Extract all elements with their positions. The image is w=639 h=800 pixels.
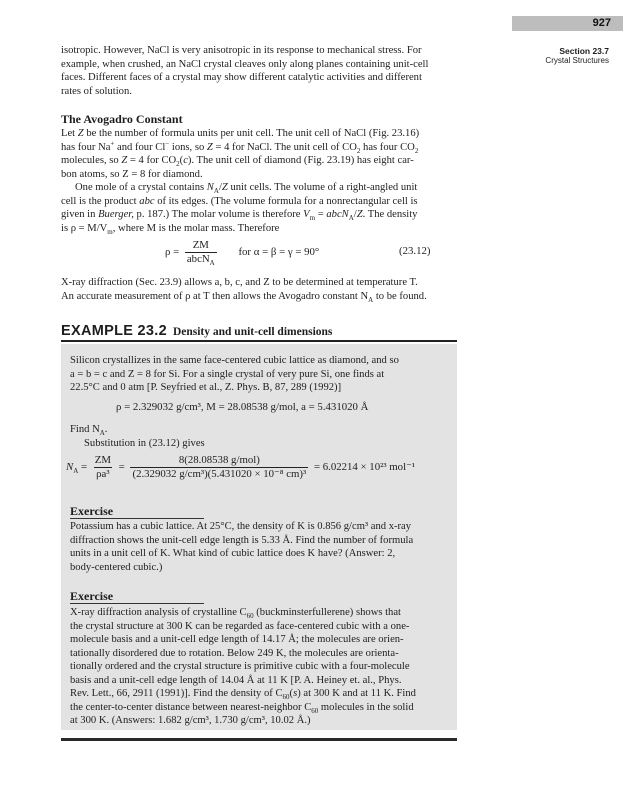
calc-fraction-1-den: ρa³: [96, 468, 110, 480]
exercise-2-heading: Exercise: [70, 589, 114, 603]
text-line: tationally disordered due to rotation. Below 249 K, the molecules are orienta-: [70, 647, 399, 659]
section-heading: The Avogadro Constant: [61, 112, 183, 126]
calc-equals: =: [118, 460, 125, 473]
example-values: ρ = 2.329032 g/cm³, M = 28.08538 g/mol, a = 5.431020 Å: [116, 401, 369, 413]
text-line: example, when crushed, an NaCl crystal cleaves only along planes containing unit-cell: [61, 58, 429, 70]
text-line: Potassium has a cubic lattice. At 25°C, the density of K is 0.856 g/cm³ and x-ray: [70, 521, 412, 532]
example-body: [70, 354, 446, 395]
text-line: X-ray diffraction (Sec. 23.9) allows a, b, c, and Z to be determined at temperature T.: [61, 277, 418, 288]
exercise-1-rule: [70, 518, 204, 519]
text-line: the center-to-center distance between nearest-neighbor $C_{60}$ molecules in the solid: [70, 701, 414, 715]
example-label: EXAMPLE 23.2: [61, 323, 167, 339]
avogadro-paragraph: [61, 127, 457, 235]
equation-condition: for α = β = γ = 90°: [238, 245, 320, 258]
after-equation-paragraph: [61, 276, 457, 303]
calc-fraction-2-den: (2.329032 g/cm³)(5.431020 × 10⁻⁸ cm)³: [132, 468, 307, 480]
section-title: Crystal Structures: [545, 56, 609, 65]
exercise-1-heading: Exercise: [70, 504, 114, 518]
text-line: Let Z be the number of formula units per unit cell. The unit cell of NaCl (Fig. 23.16): [61, 128, 420, 139]
text-span: to be found.: [373, 290, 427, 302]
example-title: [61, 322, 332, 340]
text-line: bon atoms, so Z = 8 for diamond.: [61, 168, 203, 180]
equation-numerator: ZM: [192, 239, 209, 251]
exercise-1-body: [70, 520, 446, 574]
calc-result: = 6.02214 × 10²³ mol⁻¹: [313, 460, 416, 473]
text-line: molecule basis and a unit-cell edge length of 14.17 Å; the molecules are orien-: [70, 634, 404, 645]
exercise-2-body: [70, 606, 446, 728]
calc-fraction-1-num: ZM: [94, 454, 111, 466]
text-line: Substitution in (23.12) gives: [84, 437, 205, 449]
text-line: the crystal structure at 300 K can be regarded as face-centered cubic with a one-: [70, 620, 410, 632]
calc-fraction-1: [93, 454, 113, 481]
example-bottom-rule: [61, 738, 457, 741]
example-calculation: [66, 454, 415, 481]
text-line: molecules, so Z = 4 for $CO_2(c)$. The unit cell of diamond (Fig. 23.19) has eight car-: [61, 155, 414, 169]
text-line: has four Na+ and four Cl− ions, so Z = 4 for NaCl. The unit cell of $CO_2$ has four $CO_2$: [61, 138, 419, 155]
text-line: given in Buerger, p. 187.) The molar volume is therefore $V_m$ = abcN$_A$/Z. The density: [61, 209, 418, 223]
text-line: basis and a unit-cell edge length of 14.04 Å at 11 K [P. A. Heiney et. al., Phys.: [70, 674, 402, 686]
text-line: Silicon crystallizes in the same face-centered cubic lattice as diamond, and so: [70, 355, 399, 366]
text-line: Rev. Lett., 66, 2911 (1991)]. Find the density of $C_{60}(s)$ at 300 K and at 11 K. Find: [70, 688, 416, 702]
example-find: [70, 423, 446, 450]
text-span: , where M is the molar mass. Therefore: [112, 222, 280, 234]
text-line: 22.5°C and 0 atm [P. Seyfried et al., Z. Phys. B, 87, 289 (1992)]: [70, 382, 342, 393]
text-line: a = b = c and Z = 8 for Si. For a single crystal of very pure Si, one finds at: [70, 368, 385, 380]
text-line: One mole of a crystal contains $N_A/Z$ unit cells. The volume of a right-angled unit: [75, 182, 418, 196]
exercise-2-rule: [70, 603, 204, 604]
equation-denominator: [185, 252, 217, 266]
example-rule: [61, 340, 457, 342]
text-line: Find $N_A$.: [70, 424, 108, 438]
equation-denominator-text: abcN: [186, 253, 210, 265]
equation-lhs: ρ =: [165, 245, 180, 258]
example-subtitle: Density and unit-cell dimensions: [172, 326, 333, 338]
text-line: cell is the product abc of its edges. (The volume formula for a nonrectangular cell is: [61, 195, 418, 207]
text-line: An accurate measurement of ρ at T then allows the Avogadro constant $N_A$ to be found.: [61, 290, 427, 304]
text-line: at 300 K. (Answers: 1.682 g/cm³, 1.730 g/cm³, 10.02 Å.): [70, 715, 311, 726]
text-span: Find N: [70, 424, 100, 435]
calc-fraction-2: [130, 454, 308, 481]
text-span: An accurate measurement of ρ at T then allows the Avogadro constant N: [61, 290, 369, 302]
equation-number: (23.12): [399, 245, 431, 257]
text-line: isotropic. However, NaCl is very anisotropic in its response to mechanical stress. For: [61, 45, 422, 56]
text-line: is $\rho = M/V_m$, where M is the molar mass. Therefore: [61, 222, 280, 236]
equation-23-12: [165, 239, 319, 266]
intro-paragraph: [61, 44, 457, 98]
text-line: diffraction shows the unit-cell edge length is 5.33 Å. Find the number of formula: [70, 534, 414, 546]
text-line: rates of solution.: [61, 85, 132, 97]
equation-denominator-sub: A: [209, 259, 215, 268]
text-span: Rev. Lett., 66, 2911 (1991)]. Find the density of C: [70, 688, 283, 699]
text-line: units in a unit cell of K. What kind of cubic lattice does K have? (Answer: 2,: [70, 548, 396, 559]
text-line: X-ray diffraction analysis of crystalline $C_{60}$ (buckminsterfullerene) shows that: [70, 607, 401, 621]
equation-fraction: [185, 239, 217, 266]
calc-lhs: $N_A$ =: [66, 460, 88, 476]
page-number: 927: [592, 17, 611, 29]
text-line: body-centered cubic.): [70, 561, 163, 573]
text-line: tionally ordered and the crystal structure is primitive cubic with a four-molecule: [70, 661, 410, 672]
text-line: faces. Different faces of a crystal may show different catalytic activities and different: [61, 72, 422, 83]
text-span: is ρ = M/V: [61, 222, 108, 234]
calc-fraction-2-num: 8(28.08538 g/mol): [178, 454, 260, 466]
section-label: Section 23.7: [559, 46, 609, 56]
